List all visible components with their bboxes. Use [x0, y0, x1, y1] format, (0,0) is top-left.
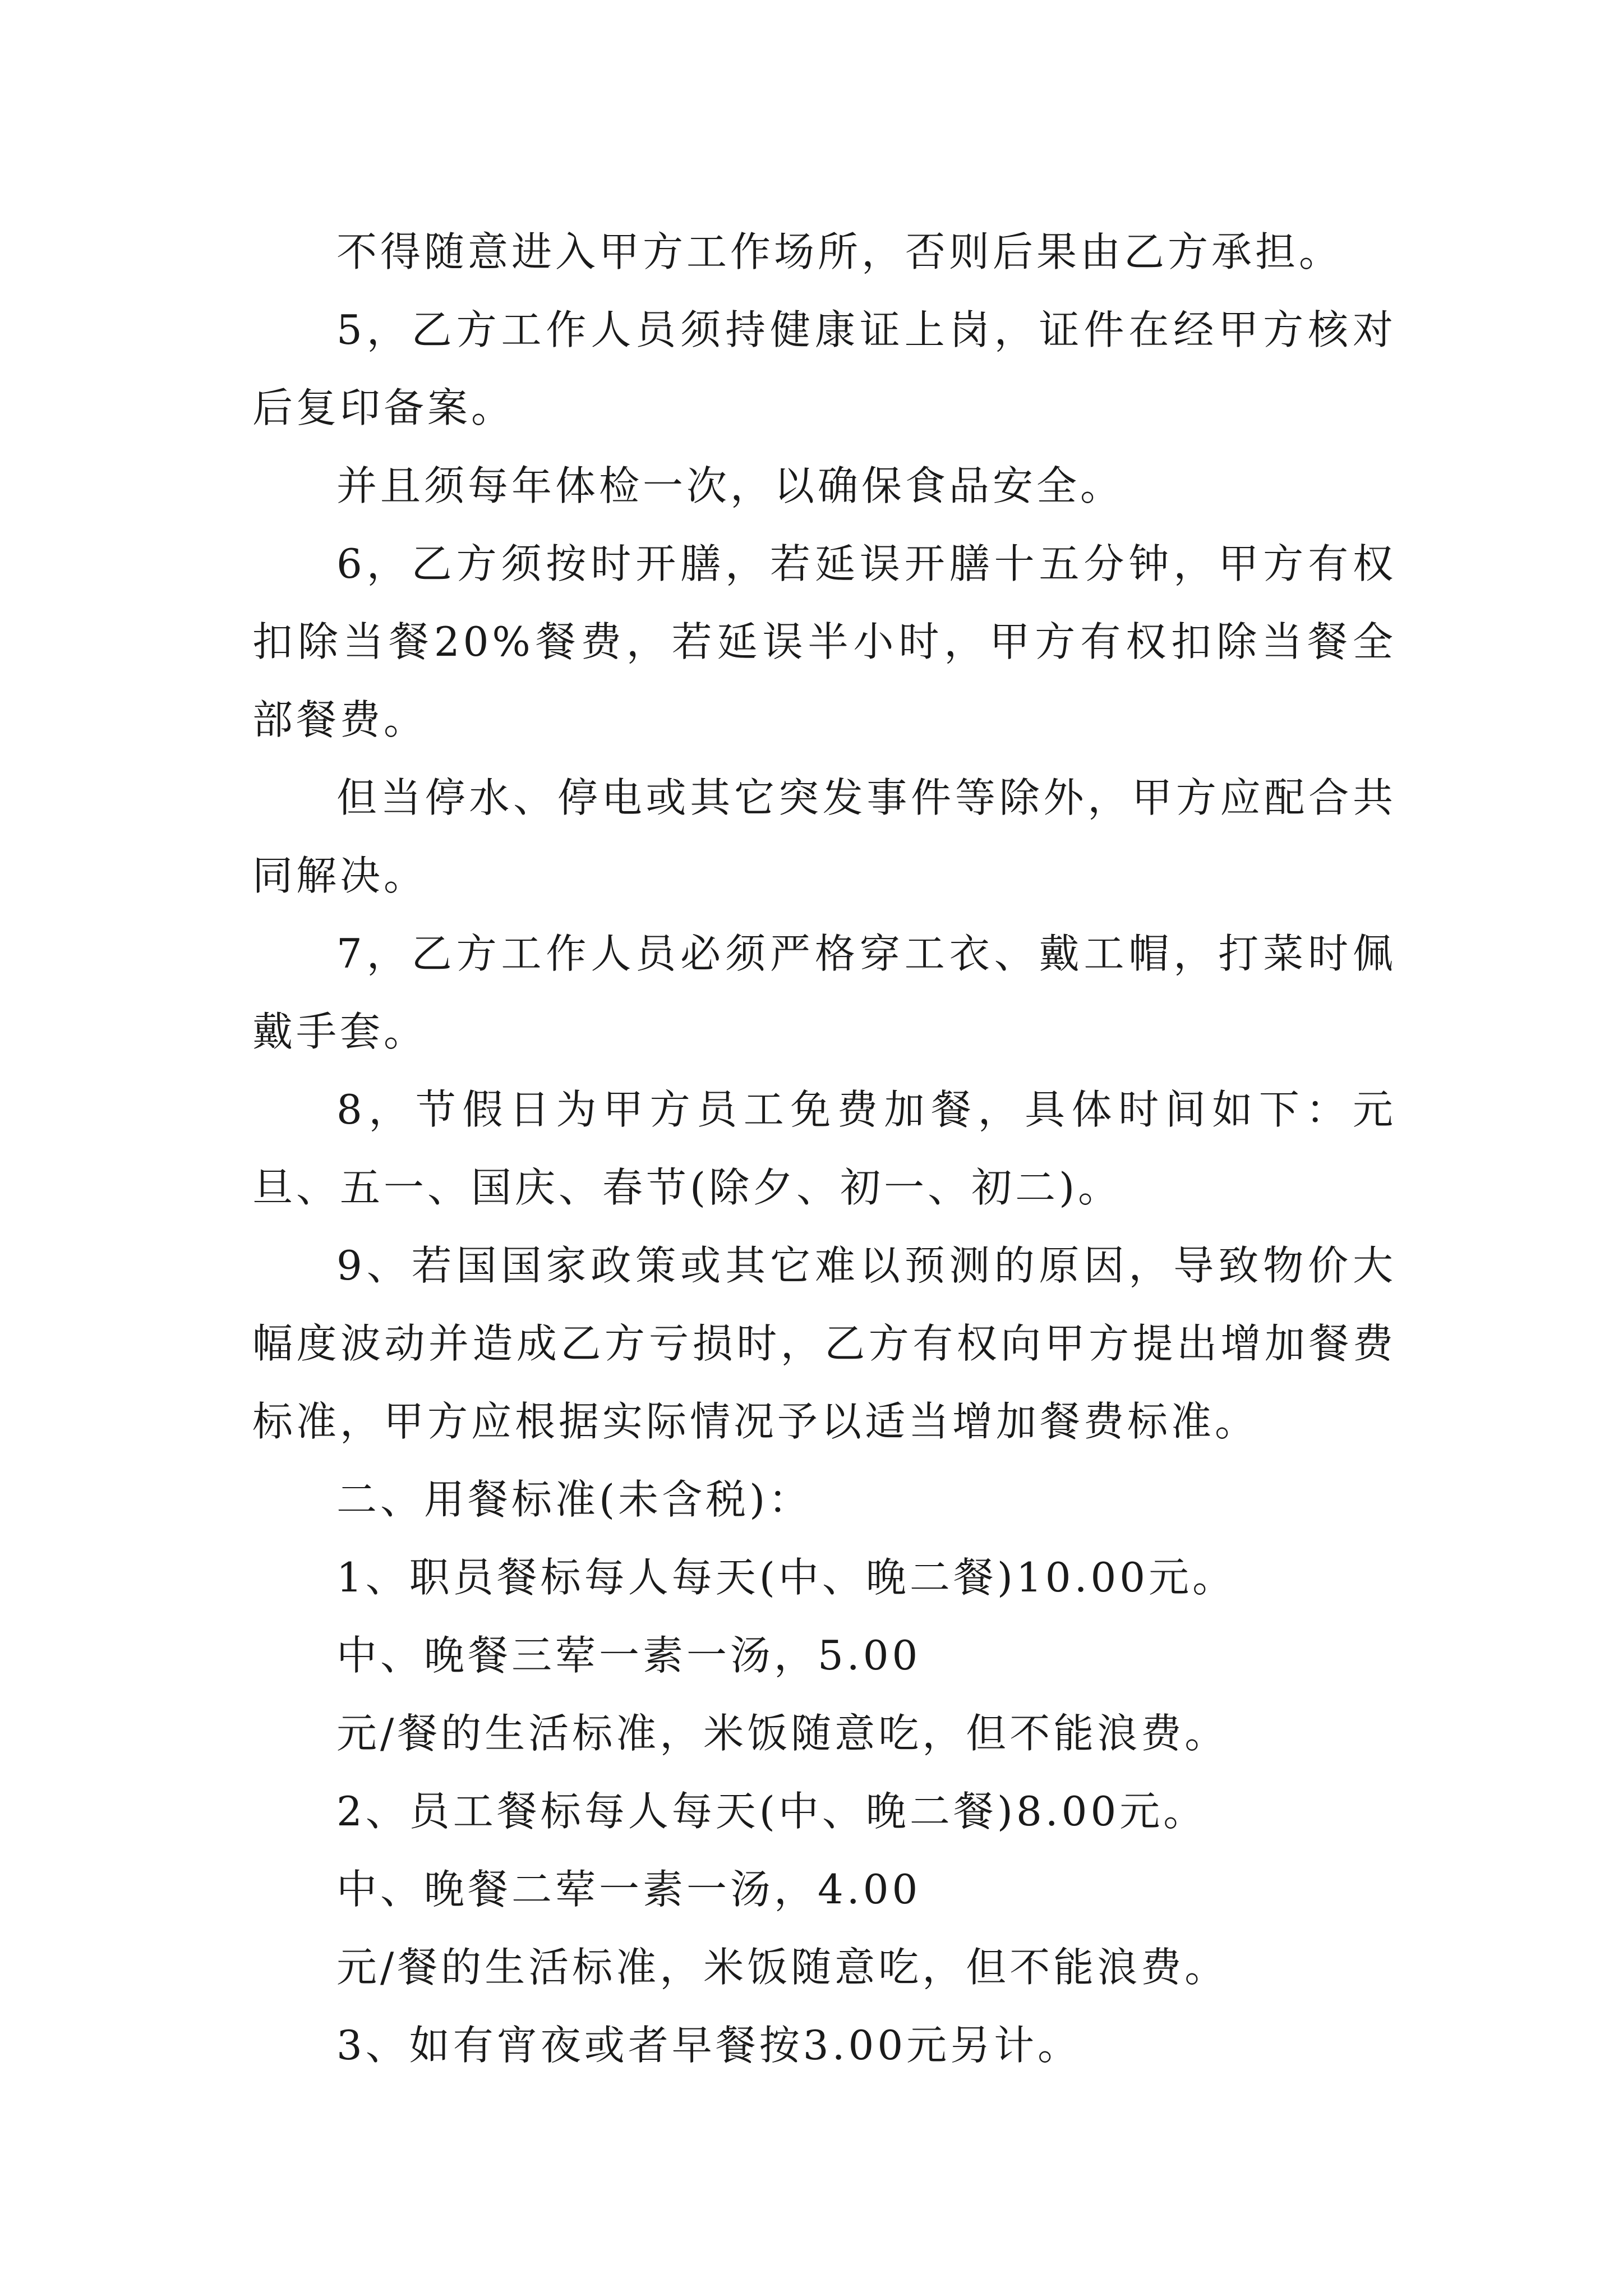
paragraph-10: 1、职员餐标每人每天(中、晚二餐)10.00元。: [336, 1554, 1237, 1601]
paragraph-13: 2、员工餐标每人每天(中、晚二餐)8.00元。: [336, 1788, 1207, 1835]
paragraph-6: 7，乙方工作人员必须严格穿工衣、戴工帽，打菜时佩戴手套。: [252, 930, 1396, 1055]
section-heading: 二、用餐标准(未含税)：: [336, 1476, 813, 1523]
document-body: [252, 213, 1396, 2085]
paragraph-11: 中、晚餐三荤一素一汤，5.00: [336, 1632, 921, 1679]
paragraph-12: 元/餐的生活标准，米饭随意吃，但不能浪费。: [336, 1710, 1229, 1757]
paragraph-4: 6，乙方须按时开膳，若延误开膳十五分钟，甲方有权扣除当餐20%餐费，若延误半小时，甲方有权扣除当餐全部餐费。: [252, 540, 1396, 743]
paragraph-16: 3、如有宵夜或者早餐按3.00元另计。: [336, 2022, 1082, 2069]
paragraph-14: 中、晚餐二荤一素一汤，4.00: [336, 1866, 921, 1913]
paragraph-1: 不得随意进入甲方工作场所，否则后果由乙方承担。: [336, 228, 1343, 275]
paragraph-8: 9、若国国家政策或其它难以预测的原因，导致物价大幅度波动并造成乙方亏损时，乙方有权向甲方提出增加餐费标准，甲方应根据实际情况予以适当增加餐费标准。: [252, 1242, 1396, 1445]
paragraph-3: 并且须每年体检一次，以确保食品安全。: [336, 462, 1124, 509]
paragraph-5: 但当停水、停电或其它突发事件等除外，甲方应配合共同解决。: [252, 774, 1396, 899]
paragraph-2: 5，乙方工作人员须持健康证上岗，证件在经甲方核对后复印备案。: [252, 306, 1396, 431]
paragraph-7: 8，节假日为甲方员工免费加餐，具体时间如下：元旦、五一、国庆、春节(除夕、初一、初二)。: [252, 1086, 1396, 1211]
paragraph-15: 元/餐的生活标准，米饭随意吃，但不能浪费。: [336, 1944, 1229, 1991]
